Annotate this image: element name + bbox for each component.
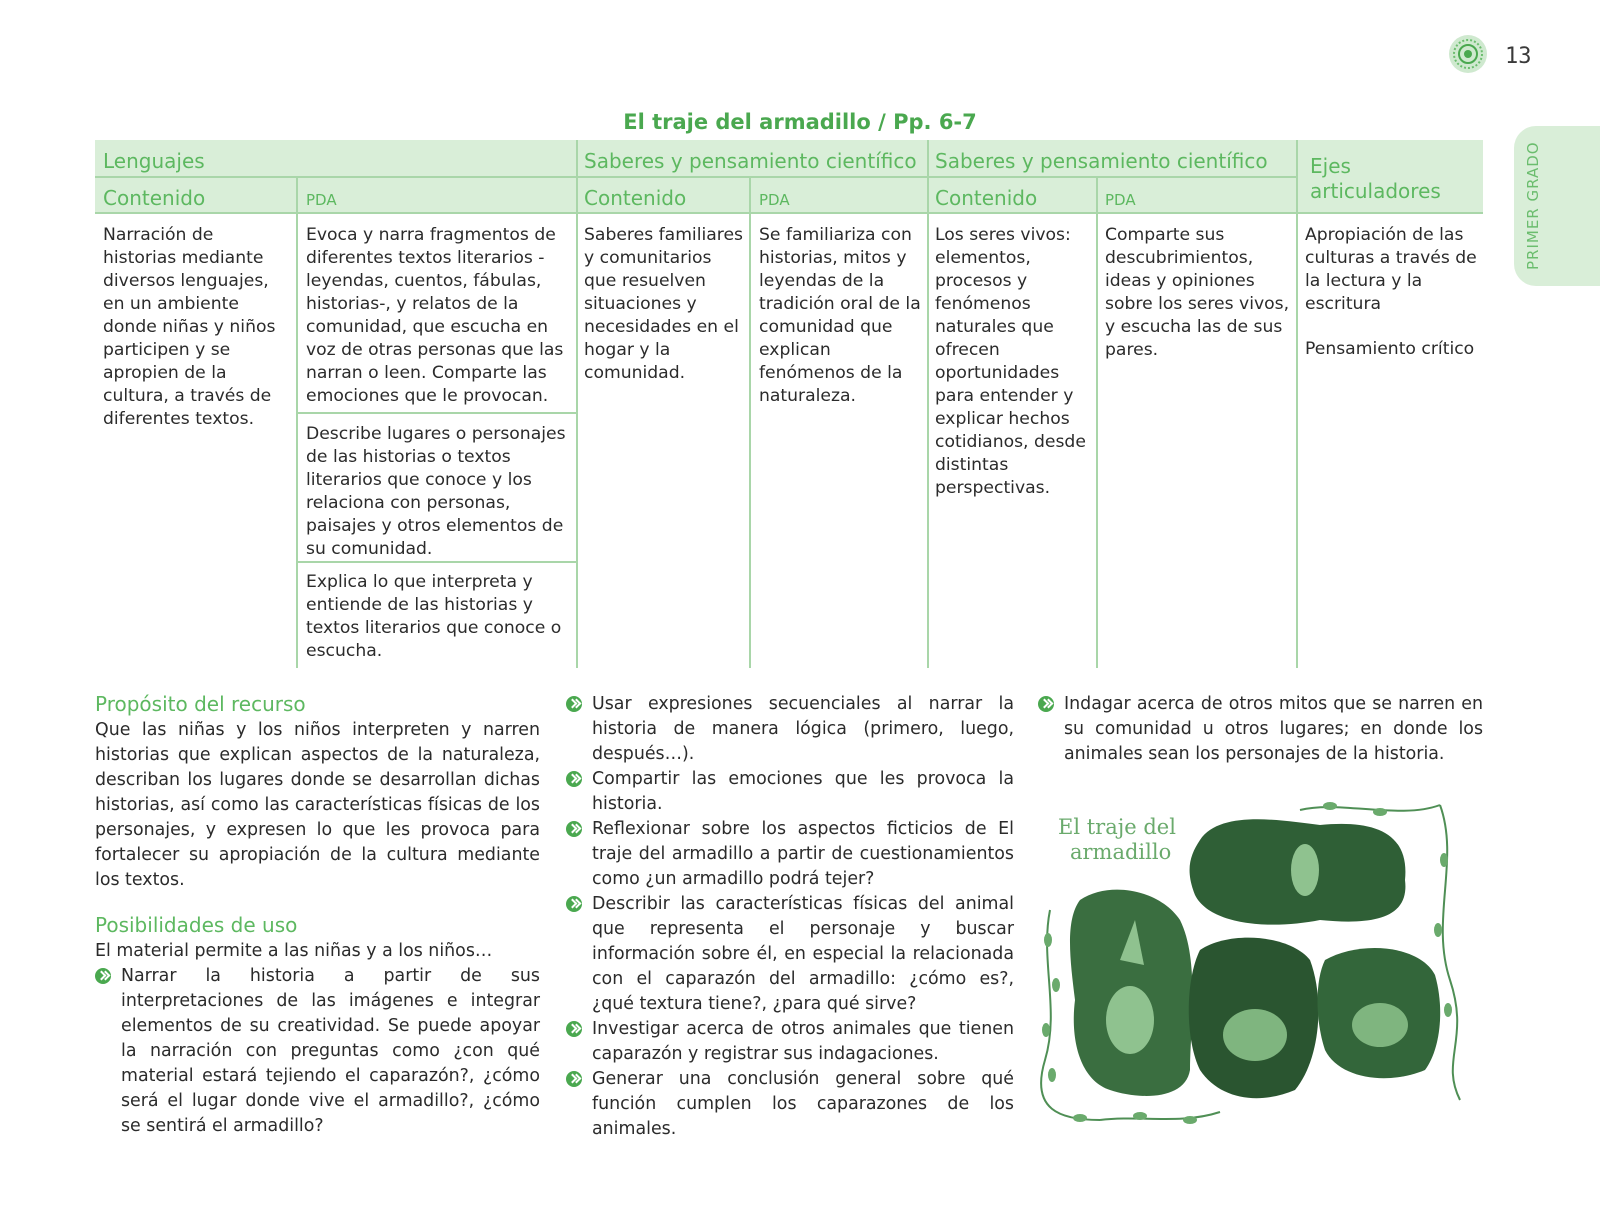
double-chevron-icon xyxy=(566,1021,582,1037)
header-ejes: Ejes articuladores xyxy=(1310,154,1441,203)
list-item xyxy=(566,767,1014,817)
spiral-logo-icon xyxy=(1448,34,1488,74)
subheader-contenido-3: Contenido xyxy=(935,186,1038,210)
double-chevron-icon xyxy=(566,771,582,787)
list-item-text: Usar expresiones secuenciales al narrar la historia de manera lógica (primero, luego, después…). xyxy=(592,694,1014,764)
list-item-text: Generar una conclusión general sobre qué función cumplen los caparazones de los animales. xyxy=(592,1069,1014,1139)
book-cover-title-line1: El traje del xyxy=(1058,815,1176,839)
ejes-cell-1: Apropiación de las culturas a través de la lectura y la escritura xyxy=(1305,225,1477,314)
posibilidades-intro: El material permite a las niñas y a los niños… xyxy=(95,941,493,961)
lenguajes-pda-cell-2: Describe lugares o personajes de las historias o textos literarios que conoce y los relaciona con personas, paisajes y otros elementos de su comunidad. xyxy=(306,424,566,559)
table-rule xyxy=(95,212,1483,214)
list-item-text: Narrar la historia a partir de sus interpretaciones de las imágenes e integrar elementos de su creatividad. Se puede apoyar la narración con preguntas como ¿con qué material estará tejiendo el caparazón?, ¿cómo será el lugar donde vive el armadillo?, ¿cómo se sentirá el armadillo? xyxy=(121,966,540,1136)
subheader-pda-1: PDA xyxy=(306,191,337,209)
page-number: 13 xyxy=(1505,44,1532,69)
double-chevron-icon xyxy=(566,1071,582,1087)
right-column xyxy=(1038,692,1483,767)
table-rule xyxy=(1296,140,1298,668)
saberes1-contenido-cell: Saberes familiares y comunitarios que resuelven situaciones y necesidades en el hogar y la comunidad. xyxy=(584,225,744,383)
list-item xyxy=(566,692,1014,767)
list-item xyxy=(1038,692,1483,767)
double-chevron-icon xyxy=(95,968,111,984)
double-chevron-icon xyxy=(566,896,582,912)
table-rule xyxy=(1096,176,1098,668)
double-chevron-icon xyxy=(566,821,582,837)
table-rule xyxy=(927,140,929,668)
list-item xyxy=(566,817,1014,892)
table-rule xyxy=(296,561,576,563)
saberes1-pda-cell: Se familiariza con historias, mitos y leyendas de la tradición oral de la comunidad que explican fenómenos de la naturaleza. xyxy=(759,225,921,406)
proposito-text: Que las niñas y los niños interpreten y narren historias que explican aspectos de la naturaleza, describan los lugares donde se desarrollan dichas historias, así como las características físicas de los personajes, y expresen lo que les provoca para fortalecer su apropiación de la cultura mediante los textos. xyxy=(95,720,540,890)
lenguajes-pda-cell-3: Explica lo que interpreta y entiende de las historias y textos literarios que conoce o escucha. xyxy=(306,572,562,661)
lenguajes-contenido-cell: Narración de historias mediante diversos lenguajes, en un ambiente donde niñas y niños participen y se apropien de la cultura, a través de diferentes textos. xyxy=(103,225,276,429)
table-rule xyxy=(576,140,578,668)
table-rule xyxy=(95,176,1296,178)
double-chevron-icon xyxy=(566,696,582,712)
list-item-text: Reflexionar sobre los aspectos ficticios de El traje del armadillo a partir de cuestionamientos como ¿un armadillo podrá tejer? xyxy=(592,819,1014,889)
list-item-text: Indagar acerca de otros mitos que se narren en su comunidad u otros lugares; en donde los animales sean los personajes de la historia. xyxy=(1064,694,1483,764)
subheader-contenido-2: Contenido xyxy=(584,186,687,210)
table-rule xyxy=(749,176,751,668)
left-column xyxy=(95,692,540,1139)
saberes2-contenido-cell: Los seres vivos: elementos, procesos y fenómenos naturales que ofrecen oportunidades para entender y explicar hechos cotidianos, desde distintas perspectivas. xyxy=(935,225,1086,498)
book-cover-title-line2: armadillo xyxy=(1070,840,1172,864)
header-saberes-1: Saberes y pensamiento científico xyxy=(584,149,917,173)
saberes2-pda-cell: Comparte sus descubrimientos, ideas y opiniones sobre los seres vivos, y escucha las de sus pares. xyxy=(1105,225,1290,360)
posibilidades-title: Posibilidades de uso xyxy=(95,913,298,937)
table-title: El traje del armadillo / Pp. 6-7 xyxy=(623,110,977,134)
subheader-pda-2: PDA xyxy=(759,191,790,209)
lenguajes-pda-cell-1: Evoca y narra fragmentos de diferentes textos literarios -leyendas, cuentos, fábulas, historias-, y relatos de la comunidad, que escucha en voz de otras personas que las narran o leen. Comparte las emociones que le provocan. xyxy=(306,225,564,406)
subheader-contenido-1: Contenido xyxy=(103,186,206,210)
header-saberes-2: Saberes y pensamiento científico xyxy=(935,149,1268,173)
list-item xyxy=(566,1067,1014,1142)
proposito-title: Propósito del recurso xyxy=(95,692,306,716)
subheader-pda-3: PDA xyxy=(1105,191,1136,209)
curriculum-table xyxy=(95,140,1483,668)
list-item xyxy=(566,892,1014,1017)
table-rule xyxy=(296,412,576,414)
list-item xyxy=(95,964,540,1139)
table-rule xyxy=(296,176,298,668)
middle-column xyxy=(566,692,1014,1142)
list-item xyxy=(566,1017,1014,1067)
grade-side-tab-label: PRIMER GRADO xyxy=(1524,141,1542,270)
list-item-text: Describir las características físicas del animal que representa el personaje y buscar información sobre él, en especial la relacionada con el caparazón del armadillo: ¿cómo es?, ¿qué textura tiene?, ¿para qué sirve? xyxy=(592,894,1014,1014)
double-chevron-icon xyxy=(1038,696,1054,712)
list-item-text: Compartir las emociones que les provoca la historia. xyxy=(592,769,1014,814)
list-item-text: Investigar acerca de otros animales que tienen caparazón y registrar sus indagaciones. xyxy=(592,1019,1014,1064)
header-lenguajes: Lenguajes xyxy=(103,149,205,173)
ejes-cell-2: Pensamiento crítico xyxy=(1305,339,1475,359)
